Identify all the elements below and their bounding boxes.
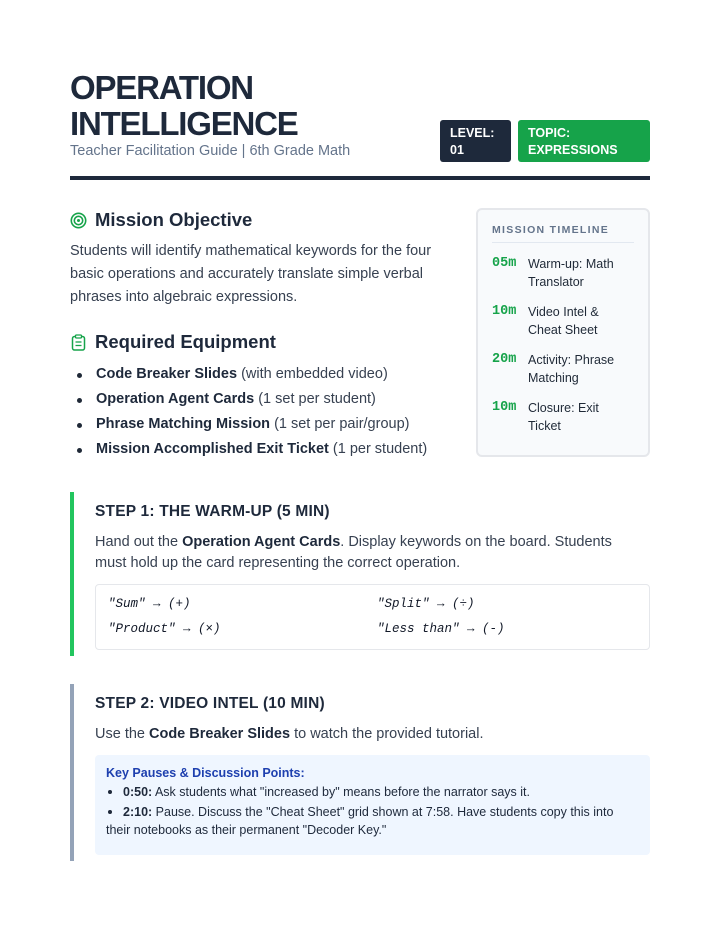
header-divider bbox=[70, 176, 650, 180]
timeline-item bbox=[492, 255, 634, 291]
objective-text: Students will identify mathematical keywords for the four basic operations and accurately translate simple verbal phrases into algebraic expressions. bbox=[70, 243, 432, 305]
step-2-text-before: Use the bbox=[95, 726, 149, 742]
step-2-text-bold: Code Breaker Slides bbox=[149, 726, 291, 742]
topic-label: TOPIC: bbox=[528, 126, 571, 140]
equipment-name: Operation Agent Cards bbox=[96, 391, 255, 407]
level-label: LEVEL: bbox=[450, 126, 495, 140]
timeline-title: MISSION TIMELINE bbox=[492, 224, 634, 243]
mission-timeline-card bbox=[476, 208, 650, 457]
step-1-card bbox=[70, 492, 650, 656]
timeline-time: 20m bbox=[492, 352, 517, 367]
step-2-text-after: to watch the provided tutorial. bbox=[290, 726, 484, 742]
step-1-text-after: . Display keywords on the board. Students must hold up the card representing the correct operation. bbox=[95, 534, 612, 571]
pause-time: 2:10: bbox=[123, 805, 153, 819]
step-1-title: STEP 1: THE WARM-UP (5 MIN) bbox=[95, 503, 330, 520]
list-item bbox=[70, 362, 470, 387]
timeline-time: 10m bbox=[492, 400, 517, 415]
step-2-card bbox=[70, 684, 650, 861]
objective-heading-text: Mission Objective bbox=[95, 209, 253, 230]
pause-text: Ask students what "increased by" means before the narrator says it. bbox=[152, 785, 531, 799]
equipment-detail: (1 set per pair/group) bbox=[270, 416, 410, 432]
timeline-label: Video Intel & Cheat Sheet bbox=[528, 305, 599, 337]
timeline-time: 10m bbox=[492, 304, 517, 319]
level-badge bbox=[440, 120, 511, 162]
step-2-text bbox=[95, 724, 635, 745]
keyword-phrase-box bbox=[95, 584, 650, 650]
step-2-title: STEP 2: VIDEO INTEL (10 MIN) bbox=[95, 695, 325, 712]
list-item bbox=[106, 783, 639, 801]
key-pauses-title: Key Pauses & Discussion Points: bbox=[106, 766, 305, 780]
clipboard-icon bbox=[70, 334, 87, 351]
timeline-item bbox=[492, 303, 634, 339]
guide-page bbox=[70, 0, 650, 932]
title-line-1: OPERATION bbox=[70, 69, 253, 106]
timeline-item bbox=[492, 351, 634, 387]
timeline-time: 05m bbox=[492, 256, 517, 271]
step-2-content bbox=[95, 684, 650, 861]
keyword-phrase: "Split" → (÷) bbox=[377, 597, 475, 611]
keyword-phrase: "Sum" → (+) bbox=[108, 597, 191, 611]
pause-text: Pause. Discuss the "Cheat Sheet" grid shown at 7:58. Have students copy this into their notebooks as their permanent "Decoder Key." bbox=[106, 805, 614, 837]
page-header bbox=[70, 70, 650, 182]
timeline-label: Activity: Phrase Matching bbox=[528, 353, 615, 385]
key-pauses-box bbox=[95, 755, 650, 855]
step-1-text-bold: Operation Agent Cards bbox=[182, 534, 341, 550]
equipment-list bbox=[70, 362, 470, 462]
equipment-detail: (1 set per student) bbox=[254, 391, 376, 407]
step-2-accent-bar bbox=[70, 684, 74, 861]
topic-value: EXPRESSIONS bbox=[528, 143, 618, 157]
equipment-name: Code Breaker Slides bbox=[96, 366, 238, 382]
keyword-phrase: "Less than" → (-) bbox=[377, 622, 505, 636]
target-icon bbox=[70, 212, 87, 229]
step-1-text-before: Hand out the bbox=[95, 534, 183, 550]
level-value: 01 bbox=[450, 143, 464, 157]
list-item bbox=[106, 803, 639, 839]
equipment-heading-text: Required Equipment bbox=[95, 331, 276, 352]
objective-heading bbox=[70, 209, 252, 231]
step-1-content bbox=[95, 492, 650, 656]
list-item bbox=[70, 387, 470, 412]
step-1-text bbox=[95, 532, 635, 574]
keyword-phrase: "Product" → (×) bbox=[108, 622, 221, 636]
step-1-accent-bar bbox=[70, 492, 74, 656]
list-item bbox=[70, 412, 470, 437]
timeline-label: Warm-up: Math Translator bbox=[528, 257, 614, 289]
list-item bbox=[70, 437, 470, 462]
title-line-2: INTELLIGENCE bbox=[70, 105, 298, 142]
equipment-heading bbox=[70, 331, 276, 353]
key-pauses-list bbox=[106, 783, 639, 839]
equipment-detail: (1 per student) bbox=[328, 441, 428, 457]
timeline-label: Closure: Exit Ticket bbox=[528, 401, 599, 433]
equipment-detail: (with embedded video) bbox=[237, 366, 388, 382]
page-subtitle: Teacher Facilitation Guide | 6th Grade Math bbox=[70, 143, 351, 159]
pause-time: 0:50: bbox=[123, 785, 153, 799]
topic-badge bbox=[518, 120, 650, 162]
timeline-item bbox=[492, 399, 634, 435]
equipment-name: Phrase Matching Mission bbox=[96, 416, 271, 432]
equipment-name: Mission Accomplished Exit Ticket bbox=[96, 441, 329, 457]
